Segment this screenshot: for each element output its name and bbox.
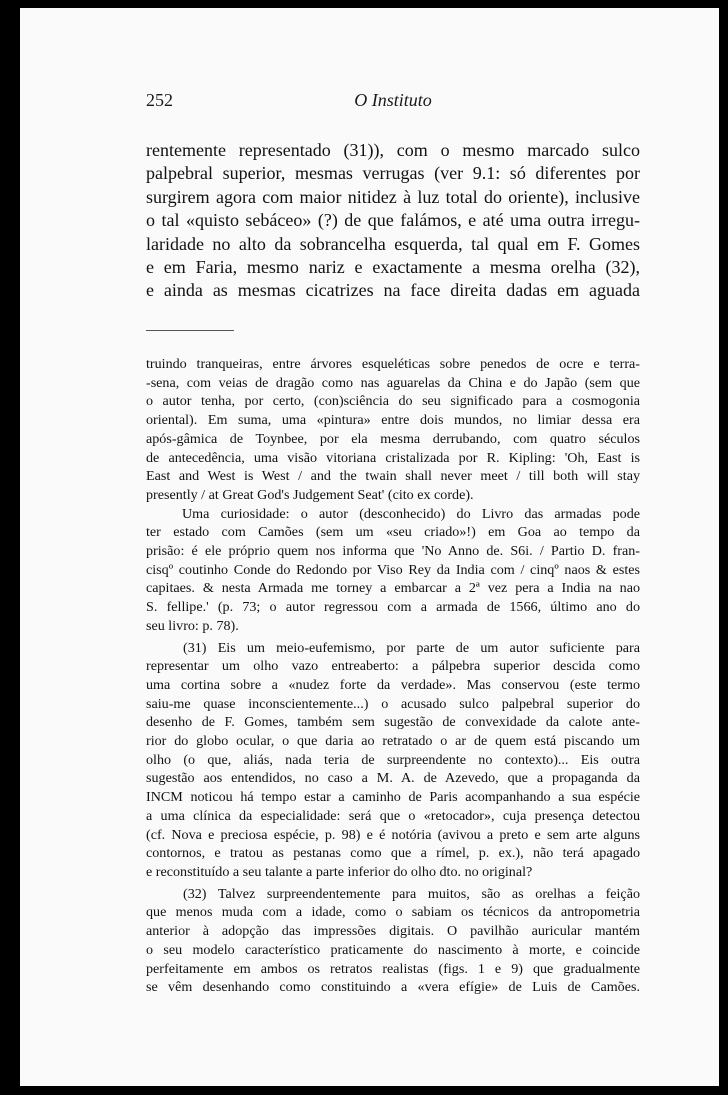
note-line: seu livro: p. 78). [146, 617, 239, 634]
note-line: (31) Eis um meio-eufemismo, por parte de um autor suficiente para [183, 639, 640, 656]
note-line: (32) Talvez surpreendentemente para muitos, são as orelhas a feição [183, 885, 640, 902]
footnote-curiosity [146, 505, 640, 636]
note-line: e reconstituído a seu talante a parte inferior do olho dto. no original? [146, 863, 533, 880]
note-line: de antecedência, uma visão vitoriana cristalizada por R. Kipling: 'Oh, East is [146, 449, 640, 466]
note-line: se vêm desenhando como constituindo a «vera efígie» de Luis de Camões. [146, 979, 640, 996]
main-line: e em Faria, mesmo nariz e exactamente a mesma orelha (32), [146, 257, 640, 278]
note-line: a uma clínica da especialidade: será que o «retocador», cuja presença detectou [146, 807, 640, 824]
note-line: truindo tranqueiras, entre árvores esqueléticas sobre penedos de ocre e terra- [146, 356, 640, 372]
main-line: rentemente representado (31)), com o mesmo marcado sulco [146, 140, 640, 160]
note-line: ter estado com Camões (sem um «seu criado»!) em Goa ao tempo da [146, 524, 640, 541]
note-line: após-gâmica de Toynbee, por ela mesma derrubando, com quatro séculos [146, 430, 640, 447]
page-number: 252 [146, 90, 173, 110]
note-line: (cf. Nova e preciosa espécie, p. 98) e é notória (avivou a preto e sem arte alguns [146, 826, 640, 843]
note-line: INCM noticou há tempo estar a caminho de Paris acompanhando a sua espécie [146, 789, 640, 806]
main-text [146, 139, 640, 303]
main-line: e ainda as mesmas cicatrizes na face direita dadas em aguada [146, 280, 640, 301]
note-line: representar um olho vazo entreaberto: a pálpebra superior descida como [146, 658, 640, 675]
note-line: olho (o que, aliás, nada teria de surpreendente no contexto)... Eis outra [146, 751, 640, 768]
note-line: East and West is West / and the twain shall never meet / till both will stay [146, 468, 640, 485]
note-line: capitaes. & nesta Armada me torney a embarcar a 2ª vez pera a India na nao [146, 580, 640, 597]
note-line: -sena, com veias de dragão como nas aguarelas da China e do Japão (sem que [146, 374, 640, 391]
note-line: anterior à adopção das impressões digitais. O pavilhão auricular mantém [146, 923, 640, 940]
running-header [146, 90, 640, 116]
footnote-rule [146, 330, 234, 331]
note-line: cisqº coutinho Conde do Redondo por Viso Rey da India com / cinqº naos & estes [146, 561, 640, 578]
footnotes [146, 355, 640, 997]
note-line: contornos, e tratou as pestanas como que a rímel, p. ex.), não terá apagado [146, 845, 640, 862]
note-line: que menos muda com a idade, como o sabiam os técnicos da antropometria [146, 904, 640, 921]
note-line: uma cortina sobre a «nudez forte da verdade». Mas conservou (este termo [146, 676, 640, 693]
note-line: o seu modelo característico praticamente do nascimento à morte, e coincide [146, 941, 640, 958]
main-line: o tal «quisto sebáceo» (?) de que falámos, e até uma outra irregu- [146, 210, 640, 231]
footnote-continued [146, 355, 640, 505]
note-line: o autor tenha, por certo, (con)sciência do seu significado para a cosmogonia [146, 393, 640, 410]
note-line: sugestão aos entendidos, no caso a M. A. de Azevedo, que a propaganda da [146, 770, 640, 787]
footnote-31 [146, 639, 640, 882]
note-line: presently / at Great God's Judgement Seat' (cito ex corde). [146, 486, 474, 503]
footnote-32 [146, 885, 640, 997]
note-line: Uma curiosidade: o autor (desconhecido) do Livro das armadas pode [182, 505, 640, 522]
note-line: rior do globo ocular, o que daria ao retratado o ar de quem está piscando um [146, 733, 640, 750]
note-line: oriental). Em suma, uma «pintura» entre dois mundos, no limiar dessa era [146, 412, 640, 429]
note-line: S. fellipe.' (p. 73; o autor regressou com a armada de 1566, último ano do [146, 599, 640, 616]
note-line: prisão: é ele próprio quem nos informa que 'No Anno de. S6i. / Partio D. fran- [146, 543, 640, 560]
main-line: palpebral superior, mesmas verrugas (ver 9.1: só diferentes por [146, 163, 640, 184]
running-title: O Instituto [354, 90, 432, 110]
note-line: saiu-me quase inconscientemente...) o acusado sulco palpebral superior do [146, 695, 640, 712]
note-line: perfeitamente em ambos os retratos realistas (figs. 1 e 9) que gradualmente [146, 960, 640, 977]
main-line: surgirem agora com maior nitidez à luz total do oriente), inclusive [146, 186, 640, 207]
note-line: desenho de F. Gomes, também sem sugestão de convexidade da calote ante- [146, 714, 640, 731]
main-line: laridade no alto da sobrancelha esquerda, tal qual em F. Gomes [146, 233, 640, 254]
